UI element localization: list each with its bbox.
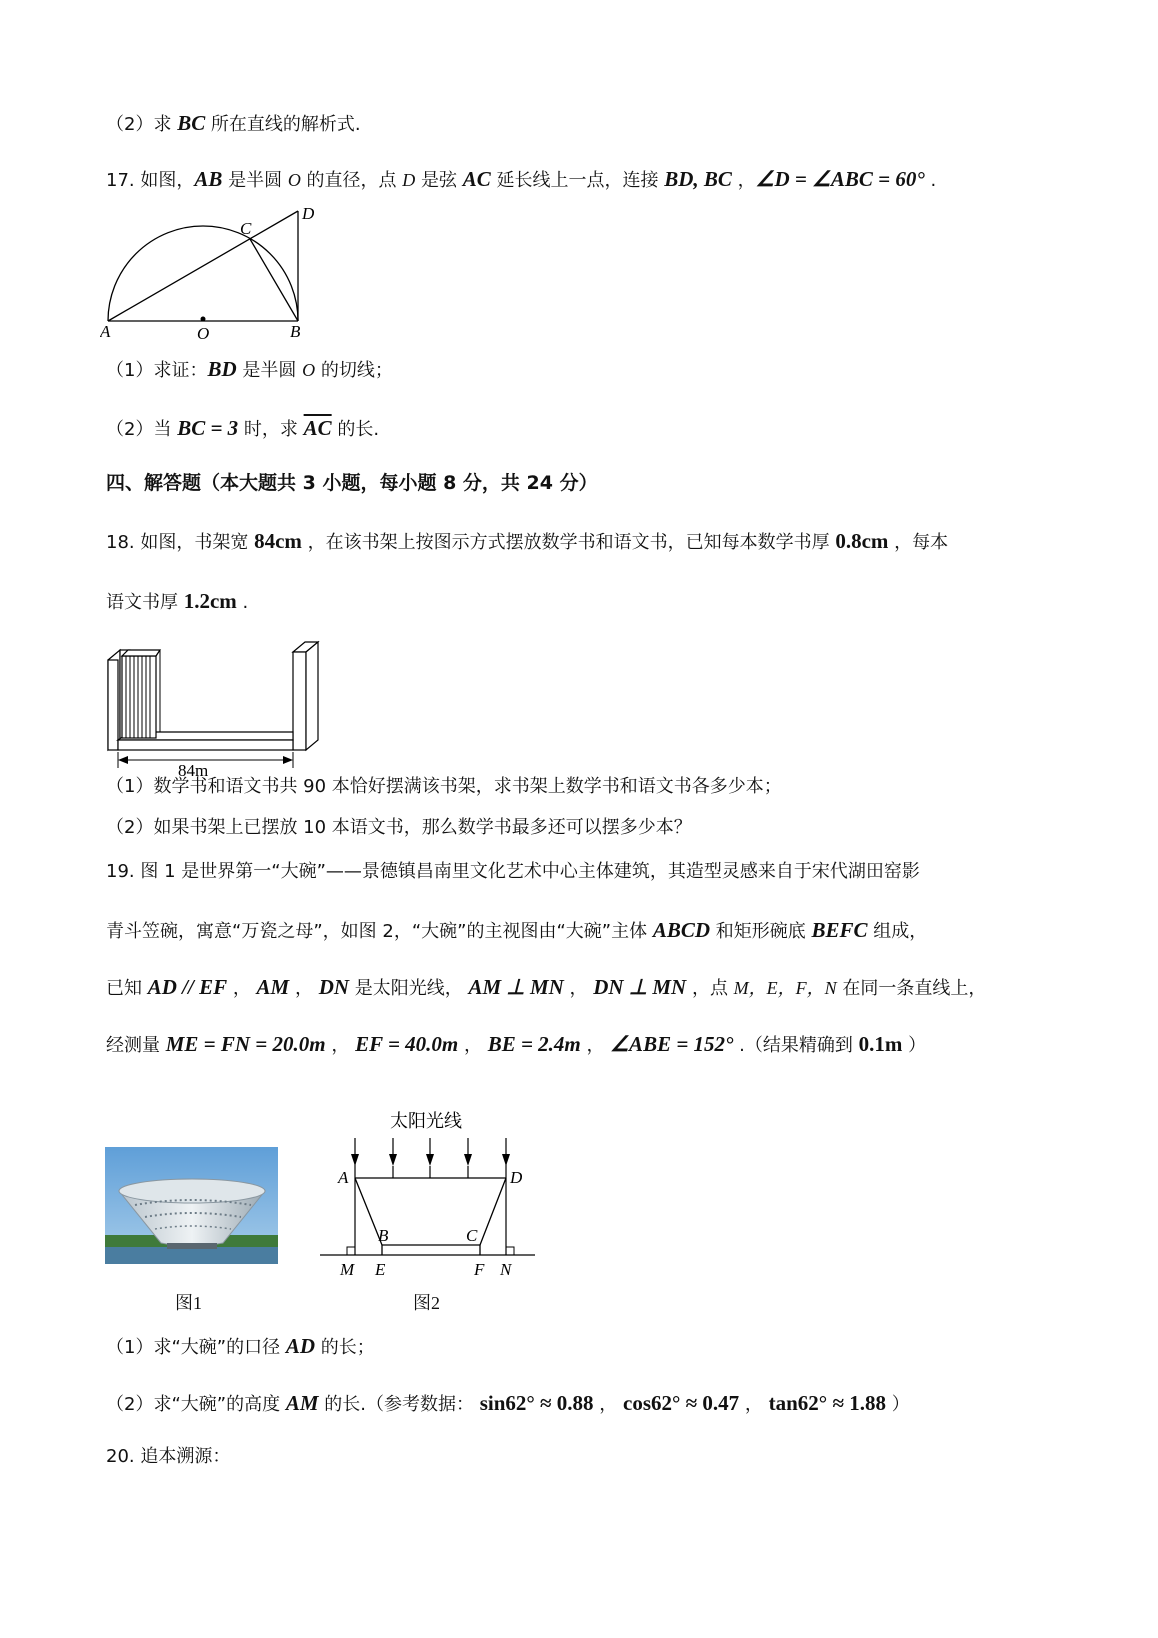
svg-text:D: D: [510, 1168, 523, 1187]
svg-text:B: B: [378, 1226, 389, 1245]
arc-ac: $\overline{AC}$: [303, 416, 332, 440]
q19-part2: （2）求“大碗”的高度 AM 的长.（参考数据： sin62° ≈ 0.88 ， cos62° ≈ 0.47 ， tan62° ≈ 1.88 ）: [106, 1391, 910, 1415]
label-C: C: [240, 219, 252, 238]
sun-label: 太阳光线: [390, 1111, 462, 1131]
svg-text:A: A: [338, 1168, 349, 1187]
q19-line2: 青斗笠碗，寓意“万瓷之母”，如图 2，“大碗”的主视图由“大碗”主体 ABCD 和矩形碗底 BEFC 组成，: [106, 918, 928, 942]
svg-text:F: F: [474, 1260, 485, 1279]
svg-text:C: C: [466, 1226, 478, 1245]
q19-line4: 经测量 ME = FN = 20.0m ， EF = 40.0m ， BE = 2.4m ， ∠ABE = 152° .（结果精确到 0.1m ）: [106, 1032, 927, 1056]
q17-stem: 17. 如图，AB 是半圆 O 的直径，点 D 是弦 AC 延长线上一点，连接 BD, BC ，∠D = ∠ABC = 60° .: [106, 167, 937, 191]
q18-stem-line2: 语文书厚 1.2cm .: [106, 589, 249, 613]
q17-part1: （1）求证：BD 是半圆 O 的切线；: [106, 357, 393, 381]
svg-text:M: M: [340, 1260, 355, 1279]
svg-text:N: N: [500, 1260, 512, 1279]
big-bowl-photo: [105, 1147, 278, 1264]
q18-bookshelf-figure: [100, 640, 330, 790]
q19-line1: 19. 图 1 是世界第一“大碗”——景德镇昌南里文化艺术中心主体建筑，其造型灵感来自于宋代湖田窑影: [106, 861, 920, 882]
label-A: A: [100, 322, 111, 341]
q19-line3: 已知 AD // EF ， AM ， DN 是太阳光线， AM ⊥ MN ， DN ⊥ MN ，点 M，E，F，N 在同一条直线上，: [106, 975, 987, 999]
fig1-caption: 图1: [175, 1293, 202, 1313]
q19-part1: （1）求“大碗”的口径 AD 的长；: [106, 1334, 375, 1358]
dimension-label: 84m: [178, 761, 209, 780]
label-O: O: [197, 324, 210, 343]
q16-part2: （2）求 BC 所在直线的解析式.: [106, 111, 361, 135]
label-D: D: [302, 205, 315, 223]
q17-semicircle-figure: [100, 205, 340, 350]
label-B: B: [290, 322, 301, 341]
q17-part2: （2）当 BC = 3 时，求 $\overline{AC}$ 的长.: [106, 416, 380, 440]
big-bowl-diagram: [320, 1110, 540, 1285]
svg-text:E: E: [375, 1260, 386, 1279]
fig2-caption: 图2: [413, 1293, 440, 1313]
q18-part1: （1）数学书和语文书共 90 本恰好摆满该书架，求书架上数学书和语文书各多少本；: [106, 776, 782, 797]
math-bc: BC: [177, 111, 206, 135]
section-heading: 四、解答题（本大题共 3 小题，每小题 8 分，共 24 分）: [106, 472, 598, 494]
q20-stem: 20. 追本溯源：: [106, 1446, 231, 1467]
q18-part2: （2）如果书架上已摆放 10 本语文书，那么数学书最多还可以摆多少本？: [106, 817, 692, 838]
q18-stem-line1: 18. 如图，书架宽 84cm ，在该书架上按图示方式摆放数学书和语文书，已知每本数学书厚 0.8cm ，每本: [106, 529, 949, 553]
